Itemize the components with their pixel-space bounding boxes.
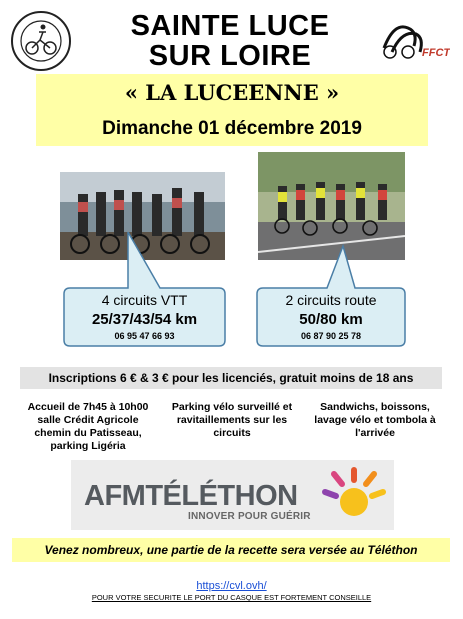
event-date: Dimanche 01 décembre 2019 bbox=[102, 118, 362, 139]
ffct-club-logo bbox=[10, 10, 72, 72]
accueil-line: chemin du Patisseau, bbox=[34, 427, 142, 439]
sandwichs-line: Sandwichs, boissons, bbox=[320, 401, 430, 413]
route-phone: 06 87 90 25 78 bbox=[300, 331, 362, 341]
page-title-line1: SAINTE LUCE bbox=[130, 10, 330, 42]
footer-message: Venez nombreux, une partie de la recette sera versée au Téléthon bbox=[44, 543, 418, 557]
event-name: « LA LUCEENNE » bbox=[124, 80, 340, 105]
accueil-info bbox=[24, 401, 152, 453]
sandwichs-info bbox=[306, 401, 444, 440]
accueil-line: Accueil de 7h45 à 10h00 bbox=[27, 401, 149, 413]
parking-line: circuits bbox=[213, 427, 251, 439]
parking-line: ravitaillements sur les bbox=[176, 414, 288, 426]
page-title-line2: SUR LOIRE bbox=[148, 40, 312, 72]
website-link[interactable]: https://cvl.ovh/ bbox=[196, 580, 267, 592]
sandwichs-line: l'arrivée bbox=[355, 427, 395, 439]
vtt-circuits-distances: 25/37/43/54 km bbox=[91, 311, 198, 328]
route-circuits-label: 2 circuits route bbox=[285, 292, 377, 308]
parking-line: Parking vélo surveillé et bbox=[171, 401, 293, 413]
parking-info bbox=[164, 401, 300, 440]
vtt-phone: 06 95 47 66 93 bbox=[114, 331, 175, 341]
vtt-circuits-label: 4 circuits VTT bbox=[101, 292, 188, 308]
telethon-tagline: INNOVER POUR GUÉRIR bbox=[188, 511, 311, 522]
accueil-line: parking Ligéria bbox=[50, 440, 126, 452]
route-circuits-distances: 50/80 km bbox=[299, 311, 363, 328]
telethon-sun-icon bbox=[320, 462, 388, 530]
safety-notice: POUR VOTRE SECURITE LE PORT DU CASQUE EST FORTEMENT CONSEILLE bbox=[91, 593, 372, 602]
telethon-brand: AFMTÉLÉTHON bbox=[84, 480, 298, 512]
ffct-logo-text: FFCT bbox=[422, 47, 450, 59]
sandwichs-line: lavage vélo et tombola à bbox=[314, 414, 436, 426]
ffct-federation-logo bbox=[378, 16, 450, 66]
accueil-line: salle Crédit Agricole bbox=[37, 414, 139, 426]
inscriptions-text: Inscriptions 6 € & 3 € pour les licenciés, gratuit moins de 18 ans bbox=[48, 371, 414, 385]
